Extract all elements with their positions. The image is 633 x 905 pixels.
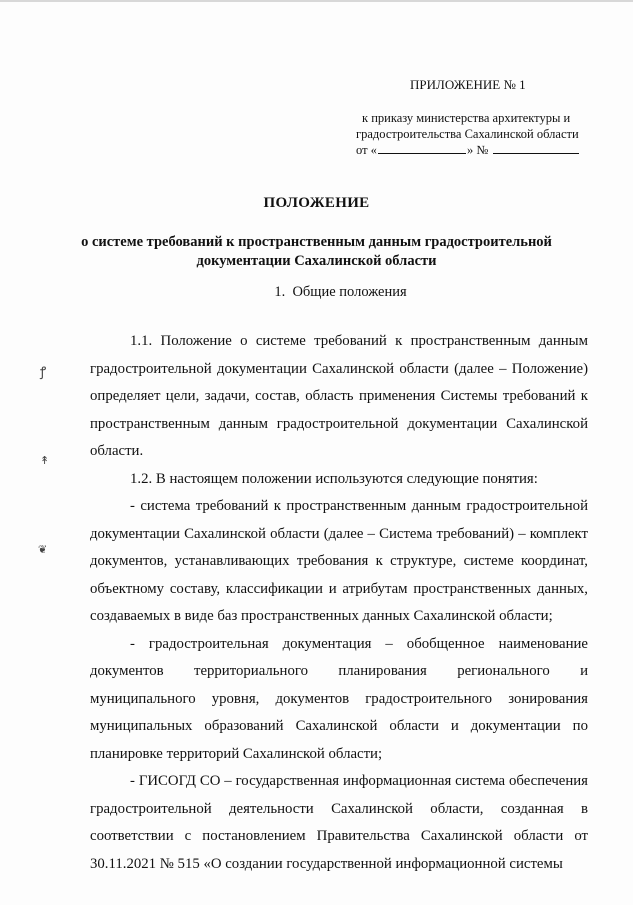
appendix-reference (356, 111, 579, 159)
section-number: 1. (274, 284, 286, 300)
date-blank (378, 142, 466, 154)
number-prefix: » № (466, 143, 489, 157)
definition-documentation: - градостроительная документация – обобщенное наименование документов территориального планирования регионального и муниципального уровня, документов градостроительного зонирования муниципальных образований Сахалинской области и документации по планировке территорий Сахалинской области; (90, 635, 588, 762)
appendix-line-3 (356, 142, 579, 159)
date-prefix: от « (356, 143, 377, 157)
document-subtitle: о системе требований к пространственным данным градостроительной документации Сахалинской области (81, 234, 552, 269)
definition-system: - система требований к пространственным данным градостроительной документации Сахалинской области (далее – Система требований) – комплект документов, устанавливающих требования к структуре, системе координат, объектному составу, классификации и атрибутам пространственных данных, создаваемых в виде баз пространственных данных Сахалинской области; (90, 498, 588, 624)
number-blank (493, 142, 579, 154)
appendix-line-2: градостроительства Сахалинской области (356, 126, 579, 141)
section-title: Общие положения (292, 284, 407, 300)
page-top-edge (0, 0, 633, 2)
body-text (90, 328, 588, 878)
appendix-line-1: к приказу министерства архитектуры и (362, 111, 571, 125)
paragraph-1-2: 1.2. В настоящем положении используются следующие понятия: (130, 470, 538, 487)
paragraph-1-1: 1.1. Положение о системе требований к пространственным данным градостроительной документации Сахалинской области (далее – Положение) определяет цели, задачи, состав, область применения Системы требований к пространственным данным градостроительной документации Сахалинской области. (90, 333, 588, 459)
definition-gisogd: - ГИСОГД СО – государственная информационная система обеспечения градостроительной деятельности Сахалинской области, созданная в соответствии с постановлением Правительства Сахалинской области от 30.11.2021 № 515 «О создании государственной информационной системы (90, 773, 588, 872)
document-title: ПОЛОЖЕНИЕ (263, 195, 370, 211)
margin-mark-3: ❦ (38, 543, 48, 556)
appendix-title: ПРИЛОЖЕНИЕ № 1 (410, 77, 526, 92)
margin-mark-1: ꝭ (40, 365, 47, 380)
section-heading (0, 284, 633, 301)
margin-mark-2: ↟ (40, 454, 50, 467)
